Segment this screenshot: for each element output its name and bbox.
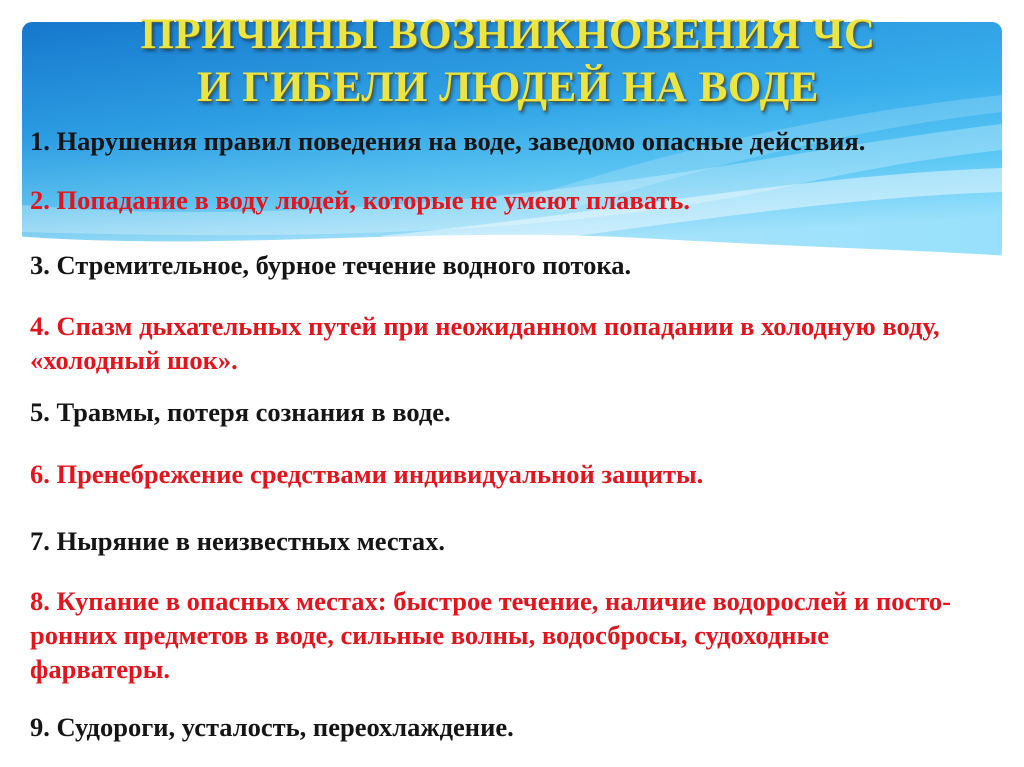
cause-item-text: 7. Ныряние в неизвестных местах. — [30, 526, 446, 556]
cause-item-text: 1. Нарушения правил поведения на воде, заведомо опасные действия. — [30, 126, 866, 156]
cause-item-9 — [30, 710, 514, 744]
cause-item-text: 5. Травмы, потеря сознания в воде. — [30, 397, 451, 427]
cause-item-3 — [30, 248, 631, 282]
cause-item-7 — [30, 524, 445, 558]
slide-title — [0, 8, 1016, 114]
title-line-2: И ГИБЕЛИ ЛЮДЕЙ НА ВОДЕ — [197, 64, 819, 111]
cause-item-text: 6. Пренебрежение средствами индивидуальной защиты. — [30, 459, 704, 489]
cause-item-text: «холодный шок». — [30, 345, 238, 375]
cause-item-2 — [30, 183, 690, 217]
cause-item-5 — [30, 395, 451, 429]
cause-item-text: ронних предметов в воде, сильные волны, водосбросы, судоходные — [30, 620, 829, 650]
title-line-1: ПРИЧИНЫ ВОЗНИКНОВЕНИЯ ЧС — [140, 11, 876, 58]
cause-item-1 — [30, 124, 865, 158]
cause-item-text: 8. Купание в опасных местах: быстрое течение, наличие водорослей и посто- — [30, 586, 951, 616]
cause-item-8 — [30, 584, 951, 686]
cause-item-4 — [30, 309, 940, 377]
cause-item-text: фарватеры. — [30, 654, 171, 684]
cause-item-text: 9. Судороги, усталость, переохлаждение. — [30, 712, 514, 742]
cause-item-text: 3. Стремительное, бурное течение водного потока. — [30, 250, 632, 280]
cause-item-6 — [30, 457, 703, 491]
cause-item-text: 2. Попадание в воду людей, которые не умеют плавать. — [30, 185, 690, 215]
cause-item-text: 4. Спазм дыхательных путей при неожиданном попадании в холодную воду, — [30, 311, 940, 341]
